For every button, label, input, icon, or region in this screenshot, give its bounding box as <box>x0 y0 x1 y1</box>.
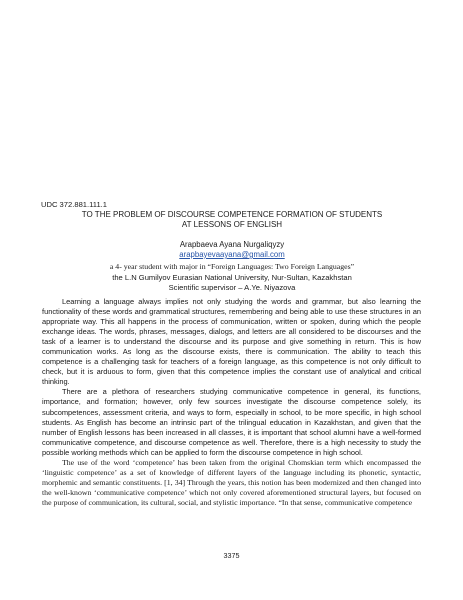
paragraph-2: There are a plethora of researchers studying communicative competence in general, its functions, importance, and formation; however, only few sources investigate the discourse competence solely, its subcompetences, assessment criteria, and ways to form, especially in school, to be more specific, in high school students. As English has become an intrinsic part of the trilingual education in Kazakhstan, and given that the number of English lessons has been increased in all classes, it is important that school alumni have a well-formed communicative competence, and discourse competence as well. Therefore, there is a high necessity to study the possible working methods which can be applied to form the discourse competence in high school. <box>42 387 421 457</box>
title-line-2: AT LESSONS OF ENGLISH <box>181 220 283 229</box>
author-email <box>64 250 400 260</box>
paper-title <box>60 210 404 230</box>
student-info: a 4- year student with major in “Foreign Languages: Two Foreign Languages” <box>109 262 355 271</box>
page-number: 3375 <box>223 551 240 560</box>
author-name: Arapbaeva Ayana Nurgaliqyzy <box>179 240 285 249</box>
supervisor: Scientific supervisor – A.Ye. Niyazova <box>168 283 296 292</box>
paragraph-1: Learning a language always implies not only studying the words and grammar, but also learning the functionality of these words and grammatical structures, remembering and being able to use these structures in an appropriate way. This all happens in the process of communication, written or spoken, during which the people exchange ideas. The words, phrases, messages, dialogs, and letters are all considered to be discourses and the task of a learner is to understand the discourse and its purpose and give something in return. This is how communication works. As long as the discourse exists, there is communication. The ability to teach this competence is a challenging task for teachers of a foreign language, as this competence is not only difficult to check, but it is arduous to form, given that this competence implies the constant use of analytical and critical thinking. <box>42 297 421 387</box>
udc-code: UDC 372.881.111.1 <box>41 200 107 209</box>
body-text <box>42 297 421 508</box>
paragraph-3: The use of the word ‘competence’ has been taken from the original Chomskian term which encompassed the ‘linguistic competence’ as a set of knowledge of different layers of the language including its phonetic, syntactic, morphemic and semantic constituents. [1, 34] Through the years, this notion has been modernized and then changed into the well-known ‘communicative competence’ which not only covered aforementioned structural layers, but focused on the purpose of communication, its cultural, social, and stylistic importance. “In that sense, communicative competence <box>42 457 421 507</box>
author-email-link[interactable]: arapbayevaayana@gmail.com <box>179 250 285 259</box>
university: the L.N Gumilyov Eurasian National University, Nur-Sultan, Kazakhstan <box>112 273 352 282</box>
title-line-1: TO THE PROBLEM OF DISCOURSE COMPETENCE FORMATION OF STUDENTS <box>81 210 383 219</box>
